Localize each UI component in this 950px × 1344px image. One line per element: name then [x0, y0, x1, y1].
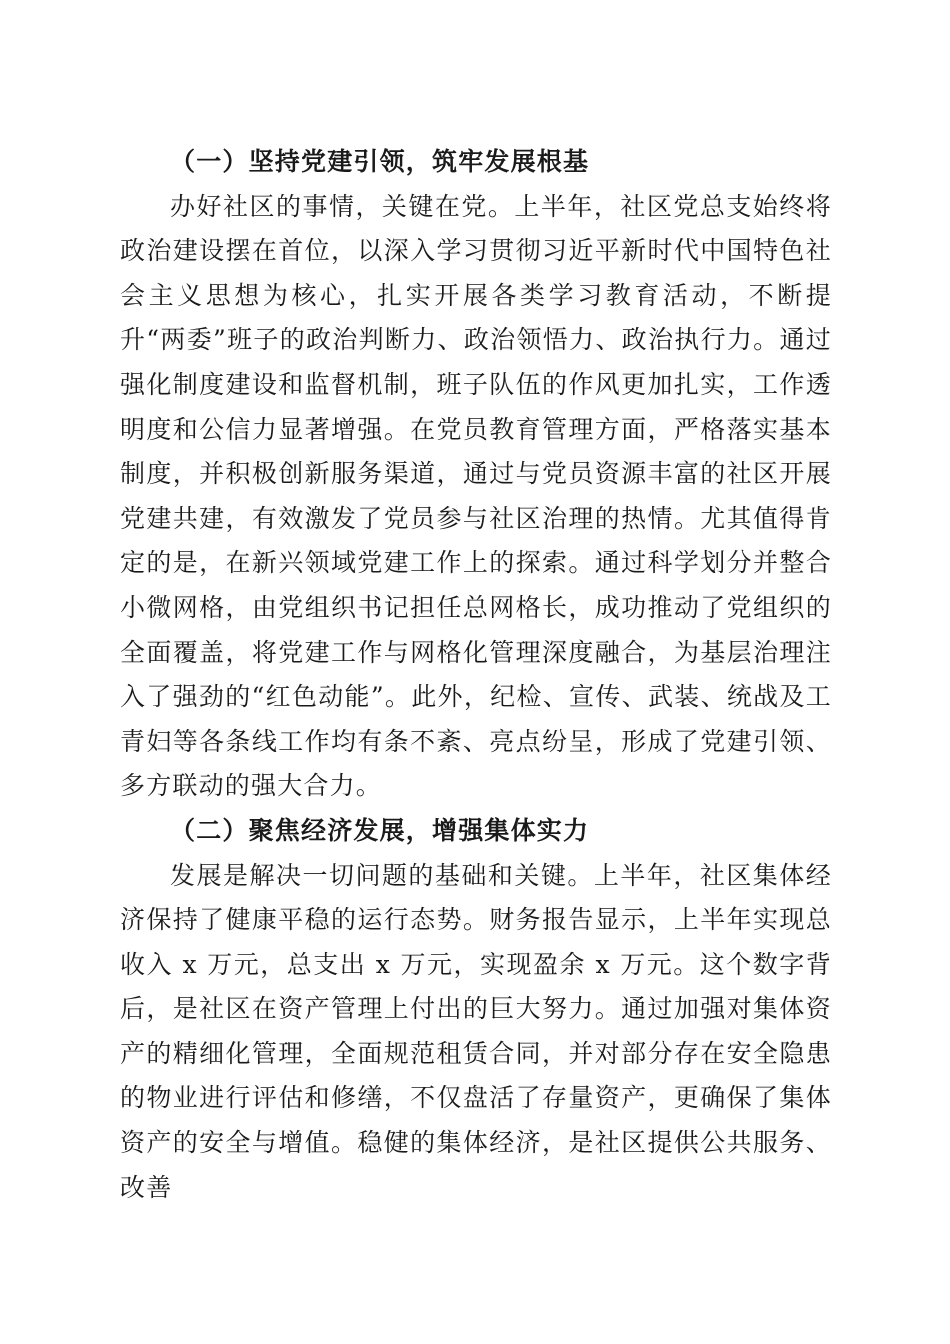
- section-1-paragraph: 办好社区的事情，关键在党。上半年，社区党总支始终将政治建设摆在首位，以深入学习贯彻习近平新时代中国特色社会主义思想为核心，扎实开展各类学习教育活动，不断提升“两委”班子的政治判断力、政治领悟力、政治执行力。通过强化制度建设和监督机制，班子队伍的作风更加扎实，工作透明度和公信力显著增强。在党员教育管理方面，严格落实基本制度，并积极创新服务渠道，通过与党员资源丰富的社区开展党建共建，有效激发了党员参与社区治理的热情。尤其值得肯定的是，在新兴领域党建工作上的探索。通过科学划分并整合小微网格，由党组织书记担任总网格长，成功推动了党组织的全面覆盖，将党建工作与网格化管理深度融合，为基层治理注入了强劲的“红色动能”。此外，纪检、宣传、武装、统战及工青妇等各条线工作均有条不紊、亮点纷呈，形成了党建引领、多方联动的强大合力。: [120, 191, 832, 801]
- section-2-paragraph: 发展是解决一切问题的基础和关键。上半年，社区集体经济保持了健康平稳的运行态势。财务报告显示，上半年实现总收入 x 万元，总支出 x 万元，实现盈余 x 万元。这个数字背后，是社区在资产管理上付出的巨大努力。通过加强对集体资产的精细化管理，全面规范租赁合同，并对部分存在安全隐患的物业进行评估和修缮，不仅盘活了存量资产，更确保了集体资产的安全与增值。稳健的集体经济，是社区提供公共服务、改善: [120, 860, 832, 1202]
- section-1-heading: （一）坚持党建引领，筑牢发展根基: [170, 147, 590, 176]
- section-2-heading: （二）聚焦经济发展，增强集体实力: [170, 815, 590, 845]
- document-body: [120, 140, 832, 1210]
